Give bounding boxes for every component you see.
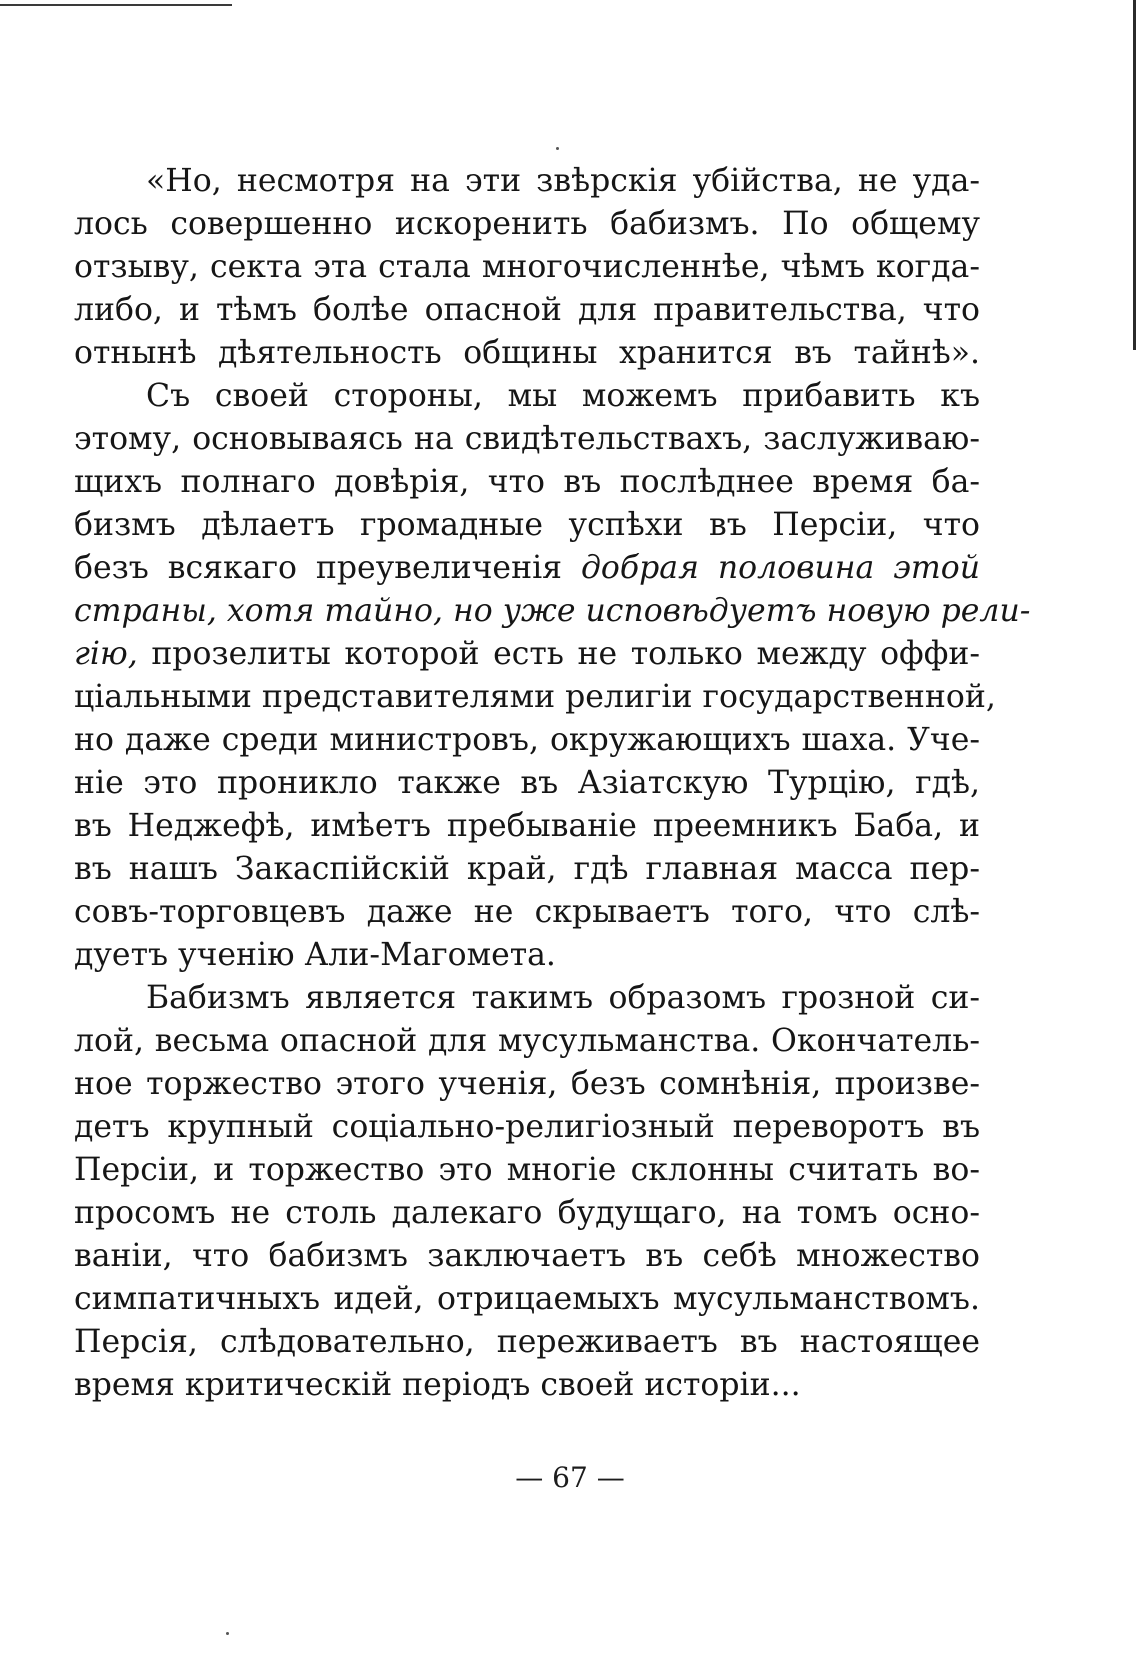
scan-speck [556, 147, 559, 150]
text-line: ціальными представителями религіи государственной, [74, 679, 996, 715]
text-line: ваніи, что бабизмъ заключаетъ въ себѣ множество [74, 1238, 980, 1274]
text-line: ніе это проникло также въ Азіатскую Турцію, гдѣ, [74, 765, 980, 801]
text-line: отнынѣ дѣятельность общины хранится въ тайнѣ». [74, 335, 980, 371]
text-italic: гію, [74, 636, 138, 672]
text-line: либо, и тѣмъ болѣе опасной для правительства, что [74, 292, 980, 328]
text-line: щихъ полнаго довѣрія, что въ послѣднее время ба- [74, 464, 980, 500]
scan-speck [226, 1632, 229, 1635]
text-line: этому, основываясь на свидѣтельствахъ, заслуживаю- [74, 421, 980, 457]
text-line: просомъ не столь далекаго будущаго, на томъ осно- [74, 1195, 980, 1231]
text-italic: добрая половина этой [580, 550, 980, 586]
text-line: «Но, несмотря на эти звѣрскія убійства, не уда- [146, 163, 980, 199]
text-line [74, 547, 980, 590]
text-line: лось совершенно искоренить бабизмъ. По общему [74, 206, 980, 242]
body-text [74, 160, 1031, 1407]
text-line: дуетъ ученію Али-Магомета. [74, 937, 556, 973]
text-line: Персіи, и торжество это многіе склонны считать во- [74, 1152, 980, 1188]
text-line: время критическій періодъ своей исторіи... [74, 1367, 801, 1403]
text-line [74, 590, 1031, 633]
text-plain: прозелиты которой есть не только между оффи- [137, 636, 980, 672]
text-line: Съ своей стороны, мы можемъ прибавить къ [146, 378, 980, 414]
text-line: въ Неджефѣ, имѣетъ пребываніе преемникъ Баба, и [74, 808, 980, 844]
text-line [74, 633, 980, 676]
text-line: симпатичныхъ идей, отрицаемыхъ мусульманствомъ. [74, 1281, 980, 1317]
page-edge-shadow [1133, 0, 1136, 350]
text-line: детъ крупный соціально-религіозный переворотъ въ [74, 1109, 980, 1145]
text-line: ное торжество этого ученія, безъ сомнѣнія, произве- [74, 1066, 980, 1102]
text-line: Персія, слѣдовательно, переживаетъ въ настоящее [74, 1324, 980, 1360]
text-line: совъ-торговцевъ даже не скрываетъ того, что слѣ- [74, 894, 980, 930]
text-line: бизмъ дѣлаетъ громадные успѣхи въ Персіи, что [74, 507, 980, 543]
text-line: Бабизмъ является такимъ образомъ грозной си- [146, 980, 980, 1016]
text-line: отзыву, секта эта стала многочисленнѣе, чѣмъ когда- [74, 249, 980, 285]
page-number: — 67 — [515, 1461, 625, 1494]
text-italic: страны, хотя тайно, но уже исповѣдуетъ новую рели- [74, 593, 1031, 629]
text-line: въ нашъ Закаспійскій край, гдѣ главная масса пер- [74, 851, 980, 887]
text-plain: безъ всякаго преувеличенія [74, 550, 581, 586]
text-line: лой, весьма опасной для мусульманства. Окончатель- [74, 1023, 980, 1059]
top-rule [0, 4, 232, 6]
text-line: но даже среди министровъ, окружающихъ шаха. Уче- [74, 722, 980, 758]
